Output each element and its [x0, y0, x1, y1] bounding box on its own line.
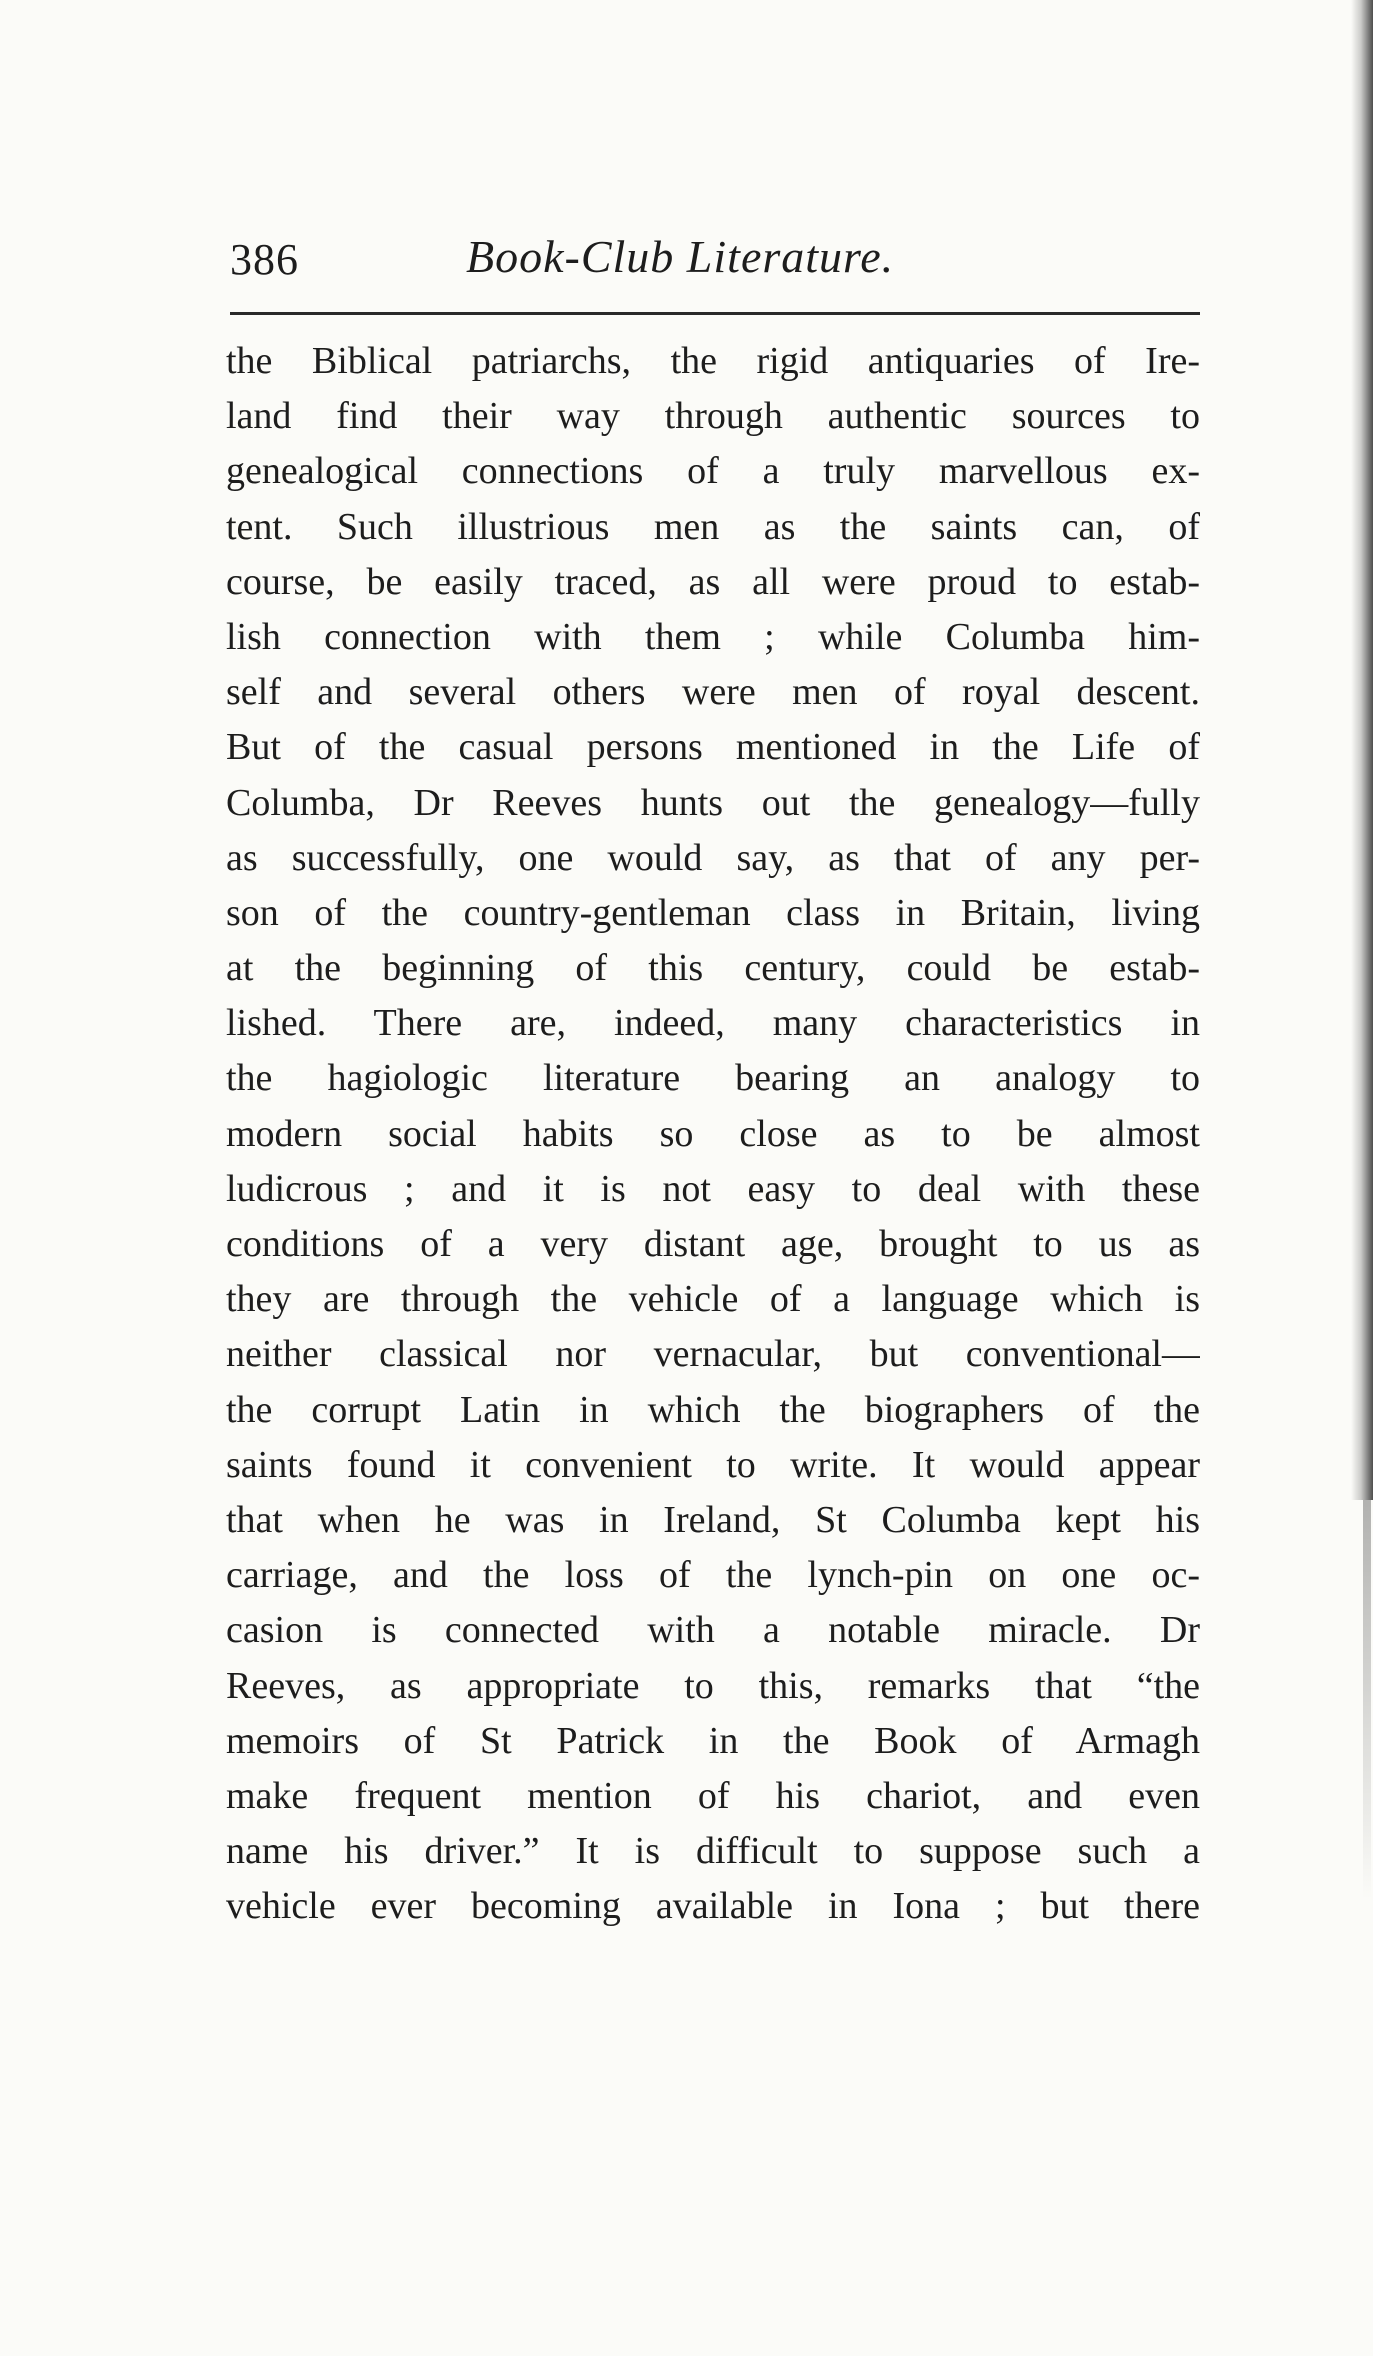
running-head: [230, 230, 1200, 300]
text-line: Columba, Dr Reeves hunts out the genealogy—fully: [226, 781, 1200, 824]
text-line: lish connection with them ; while Columba him-: [226, 615, 1200, 658]
page-number: 386: [230, 235, 299, 284]
text-line: tent. Such illustrious men as the saints can, of: [226, 505, 1200, 548]
text-line: genealogical connections of a truly marvellous ex-: [226, 450, 1200, 493]
text-line: they are through the vehicle of a language which is: [226, 1278, 1200, 1321]
text-line: course, be easily traced, as all were proud to estab-: [226, 560, 1200, 603]
text-line: that when he was in Ireland, St Columba kept his: [226, 1498, 1200, 1541]
text-line: neither classical nor vernacular, but conventional—: [226, 1333, 1200, 1376]
header-rule: [230, 312, 1200, 315]
text-line: But of the casual persons mentioned in the Life of: [226, 726, 1200, 769]
text-line: Reeves, as appropriate to this, remarks that “the: [226, 1664, 1200, 1707]
text-line: saints found it convenient to write. It would appear: [226, 1443, 1200, 1486]
text-line: son of the country-gentleman class in Britain, living: [226, 891, 1200, 934]
text-line: conditions of a very distant age, brought to us as: [226, 1223, 1200, 1265]
text-line: at the beginning of this century, could be estab-: [226, 947, 1200, 990]
running-title: Book-Club Literature.: [466, 231, 895, 282]
text-line: ludicrous ; and it is not easy to deal with these: [226, 1167, 1200, 1210]
text-line: name his driver.” It is difficult to suppose such a: [226, 1830, 1200, 1873]
text-line: lished. There are, indeed, many characteristics in: [226, 1002, 1200, 1045]
body-text: [226, 334, 1200, 1934]
text-line: carriage, and the loss of the lynch-pin on one oc-: [226, 1554, 1200, 1597]
text-line: make frequent mention of his chariot, and even: [226, 1774, 1200, 1817]
text-line: the Biblical patriarchs, the rigid antiquaries of Ire-: [226, 340, 1200, 382]
text-line: modern social habits so close as to be almost: [226, 1112, 1200, 1155]
page-edge-shadow: [1351, 0, 1373, 1500]
text-line: land find their way through authentic sources to: [226, 395, 1200, 438]
text-line: as successfully, one would say, as that of any per-: [226, 836, 1200, 879]
text-line: memoirs of St Patrick in the Book of Armagh: [226, 1719, 1200, 1762]
text-line: casion is connected with a notable miracle. Dr: [226, 1609, 1200, 1652]
text-line: the corrupt Latin in which the biographers of the: [226, 1388, 1200, 1431]
text-line: vehicle ever becoming available in Iona ; but there: [226, 1885, 1200, 1928]
text-line: the hagiologic literature bearing an analogy to: [226, 1057, 1200, 1100]
page-edge-shadow-lower: [1363, 1500, 1371, 1900]
text-line: self and several others were men of royal descent.: [226, 671, 1200, 714]
